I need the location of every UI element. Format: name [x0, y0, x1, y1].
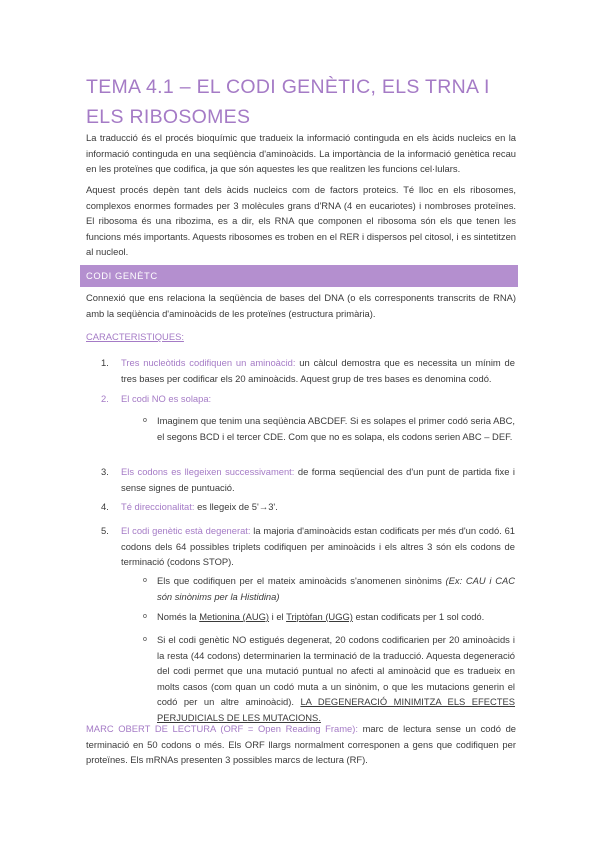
degenerate-bullet [157, 632, 515, 725]
item-4-text: es llegeix de 5'→3'. [194, 501, 278, 512]
item-5-lead: El codi genètic està degenerat: [121, 525, 251, 536]
item-1-text: un càlcul demostra que es necessita un mínim de tres bases per codificar els 20 aminoàcids. Aquest grup de tres bases es denomina codó. [121, 357, 515, 384]
tryptophan-term: Triptòfan (UGG) [286, 611, 353, 622]
orf-lead: MARC OBERT DE LECTURA (ORF = Open Reading Frame): [86, 723, 358, 734]
page-title: TEMA 4.1 – EL CODI GENÈTIC, ELS TRNA I ELS RIBOSOMES [86, 76, 490, 128]
degenerate-text: Si el codi genètic NO estigués degenerat, 20 codons codificarien per 20 aminoàcids i la resta (44 codons) determinarien la terminació de la traducció. Aquesta degeneració del codi permet que una mutació puntual no afecti al aminoàcid que es tradueix en molts casos (com quan un codó muta a un sinònim, o que les mutacions generin el codó per un altre aminoàcid). [157, 634, 515, 707]
synonyms-example: (Ex: CAU i CAC són sinònims per la Histidina) [157, 575, 515, 602]
section-heading-banner: CODI GENÈTC [80, 265, 518, 287]
item-5 [121, 523, 515, 570]
item-4-lead: Té direccionalitat: [121, 501, 195, 512]
single-codon-mid: i el [269, 611, 287, 622]
orf-text: marc de lectura sense un codó de terminació en 50 codons o més. Els ORF llargs normalment corresponen a gens que codifiquen per proteïnes. Els mRNAs presenten 3 possibles marcs de lectura (RF). [86, 723, 516, 765]
item-2 [121, 391, 515, 407]
methionine-term: Metionina (AUG) [199, 611, 270, 622]
item-3 [121, 464, 515, 495]
intro-paragraph-2: Aquest procés depèn tant dels àcids nucleics com de factors proteics. Té lloc en els ribosomes, complexos enormes formades per 3 molècules grans d'RNA (4 en eucariotes) i nombroses proteïnes. El ribosoma és una ribozima, es a dir, els RNA que componen el ribosoma són els que tenen les funcions més importants. Aquests ribosomes es troben en el RER i dispersos pel citosol, i es sintetitzen al nucleol. [86, 184, 516, 257]
synonyms-text: Els que codifiquen per el mateix aminoàcids s'anomenen sinònims [157, 575, 446, 586]
item-2-lead: El codi NO es solapa: [121, 393, 212, 404]
item-3-lead: Els codons es llegeixen successivament: [121, 466, 295, 477]
item-1-lead: Tres nucleòtids codifiquen un aminoàcid: [121, 357, 296, 368]
degenerate-emphasis: LA DEGENERACIÓ MINIMITZA ELS EFECTES PERJUDICIALS DE LES MUTACIONS. [157, 696, 516, 723]
item-5-text: la majoria d'aminoàcids estan codificats per més d'un codó. 61 codons dels 64 possibles triplets codifiquen per aminoàcids i els altres 3 són els codons de terminació (codons STOP). [121, 525, 516, 567]
item-4 [121, 499, 515, 515]
item-1-number: 1. [101, 357, 109, 368]
definition-paragraph: Connexió que ens relaciona la seqüència de bases del DNA (o els corresponents transcrits de RNA) amb la seqüència d'aminoàcids de les proteïnes (estructura primària). [86, 292, 516, 319]
characteristics-heading: CARACTERISTIQUES: [86, 331, 184, 342]
bullet-marker: o [143, 417, 147, 424]
bullet-marker: o [143, 577, 147, 584]
item-1 [121, 355, 515, 386]
item-4-number: 4. [101, 501, 109, 512]
synonyms-bullet [157, 573, 515, 604]
single-codon-bullet [157, 609, 515, 625]
single-codon-post: estan codificats per 1 sol codó. [352, 611, 485, 622]
item-3-number: 3. [101, 466, 109, 477]
orf-paragraph [86, 721, 516, 768]
bullet-marker: o [143, 613, 147, 620]
bullet-marker: o [143, 636, 147, 643]
item-2-number: 2. [101, 393, 109, 404]
overlap-example: Imaginem que tenim una seqüència ABCDEF. Si es solapes el primer codó seria ABC, el segons BCD i el tercer CDE. Com que no es solapa, els codons serien ABC – DEF. [157, 415, 515, 442]
intro-paragraph-1: La traducció és el procés bioquímic que tradueix la informació continguda en els àcids nucleics en la informació continguda en una seqüència d'aminoàcids. La importància de la informació genètica recau en les proteïnes que codifica, ja que són aquestes les que realitzen les funcions cel·lulars. [86, 132, 516, 174]
item-3-text: de forma seqüencial des d'un punt de partida fixe i sense signes de puntuació. [121, 466, 515, 493]
item-5-number: 5. [101, 525, 109, 536]
single-codon-pre: Només la [157, 611, 200, 622]
